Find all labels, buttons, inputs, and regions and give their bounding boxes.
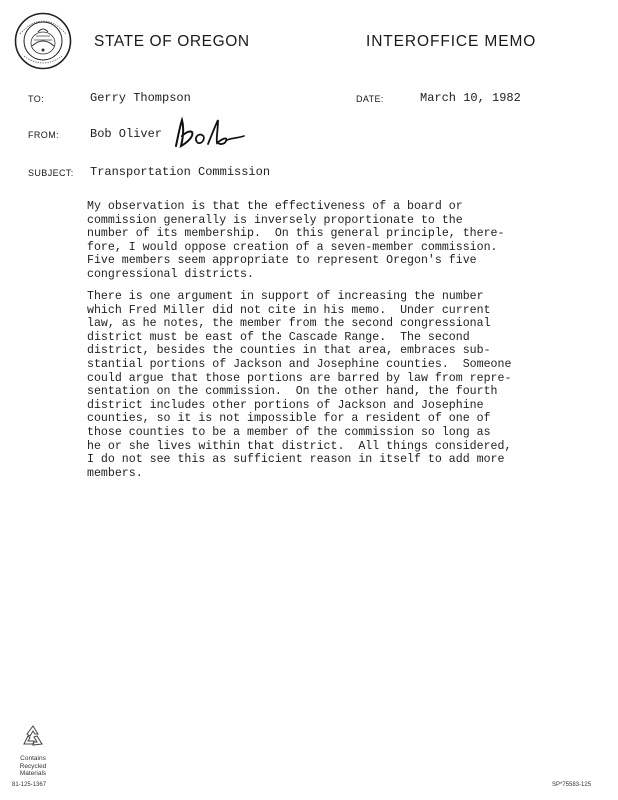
recycle-icon [18, 722, 48, 752]
stock-number: SP*75583-125 [552, 782, 592, 788]
subject-label: SUBJECT: [28, 168, 74, 178]
date-label: DATE: [356, 94, 384, 104]
to-value: Gerry Thompson [90, 91, 191, 105]
to-label: TO: [28, 94, 45, 104]
state-seal-logo [14, 12, 72, 70]
subject-value: Transportation Commission [90, 165, 271, 179]
body-paragraph-2: There is one argument in support of increasing the number which Fred Miller did not cite in his memo. Under current law, as he notes, the member from the second congressional district must be east of the Cascade Range. The second district, besides the counties in that area, embraces sub- stantial portions of Jackson and Josephine counties. Someone could argue that those portions are barred by law from repre- sentation on the commission. On the other hand, the fourth district includes other portions of Jackson and Josephine counties, so it is not impossible for a resident of one of those counties to be a member of the commission so long as he or she lives within that district. All things considered, I do not see this as sufficient reason in itself to add more members. [87, 290, 512, 480]
body-paragraph-1: My observation is that the effectiveness of a board or commission generally is inversely proportionate to the number of its membership. On this general principle, there- fore, I would oppose creation of a seven-member commission. Five members seem appropriate to represent Oregon's five congressional districts. [87, 200, 505, 281]
recycled-line-3: Materials [19, 770, 47, 777]
recycled-notice [10, 755, 56, 778]
date-value: March 10, 1982 [420, 91, 521, 105]
from-value: Bob Oliver [90, 127, 163, 141]
recycled-line-1: Contains [20, 755, 46, 762]
memo-type-title: INTEROFFICE MEMO [366, 33, 537, 50]
recycled-line-2: Recycled [19, 762, 47, 770]
form-number: 81-125-1367 [12, 782, 47, 788]
agency-name: STATE OF OREGON [94, 33, 250, 50]
handwritten-signature [170, 116, 246, 152]
from-label: FROM: [28, 130, 59, 140]
